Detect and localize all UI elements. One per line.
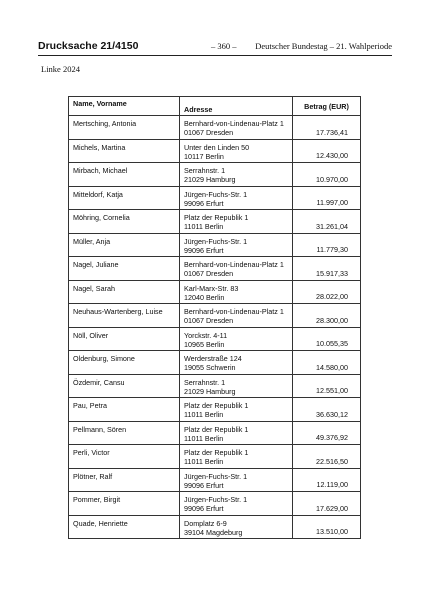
address-street: Unter den Linden 50 [184, 142, 250, 152]
address-street: Werderstraße 124 [184, 354, 242, 363]
table-row [69, 304, 361, 328]
cell-amount: 11.997,00 [293, 186, 361, 210]
cell-name: Mertsching, Antonia [69, 116, 180, 140]
address-street: Platz der Republik 1 [184, 448, 249, 457]
cell-name: Pellmann, Sören [69, 421, 180, 445]
cell-amount: 11.779,30 [293, 233, 361, 257]
cell-address [180, 515, 293, 539]
address-street: Bernhard-von-Lindenau-Platz 1 [184, 307, 284, 316]
table-row [69, 398, 361, 422]
cell-name: Pau, Petra [69, 398, 180, 422]
address-street: Karl-Marx-Str. 83 [184, 283, 239, 293]
table-header-row [69, 97, 361, 116]
address-city: 21029 Hamburg [184, 175, 236, 184]
cell-address [180, 257, 293, 281]
cell-name: Neuhaus-Wartenberg, Luise [69, 304, 180, 328]
cell-address [180, 304, 293, 328]
address-street: Platz der Republik 1 [184, 213, 249, 222]
cell-amount: 15.917,33 [293, 257, 361, 281]
address-street: Serrahnstr. 1 [184, 166, 226, 175]
column-header-name: Name, Vorname [69, 97, 180, 116]
cell-name: Müller, Anja [69, 233, 180, 257]
address-city: 99096 Erfurt [184, 480, 224, 490]
table-row [69, 351, 361, 375]
table-row [69, 139, 361, 163]
cell-name: Möhring, Cornelia [69, 210, 180, 234]
cell-name: Nöll, Oliver [69, 327, 180, 351]
cell-amount: 12.430,00 [293, 139, 361, 163]
cell-address [180, 186, 293, 210]
address-city: 12040 Berlin [184, 292, 225, 302]
cell-address [180, 233, 293, 257]
cell-name: Nagel, Juliane [69, 257, 180, 281]
address-street: Jürgen-Fuchs-Str. 1 [184, 471, 248, 481]
cell-amount: 12.119,00 [293, 468, 361, 492]
column-header-amount: Betrag (EUR) [293, 97, 361, 116]
address-city: 11011 Berlin [184, 410, 224, 419]
header-rule [38, 55, 392, 56]
address-city: 01067 Dresden [184, 269, 234, 278]
address-city: 21029 Hamburg [184, 386, 236, 396]
address-city: 11011 Berlin [184, 222, 224, 231]
address-street: Platz der Republik 1 [184, 401, 249, 410]
table-row [69, 210, 361, 234]
cell-amount: 28.022,00 [293, 280, 361, 304]
cell-address [180, 421, 293, 445]
document-id [38, 40, 138, 52]
cell-name: Mitteldorf, Katja [69, 186, 180, 210]
address-city: 99096 Erfurt [184, 504, 224, 513]
cell-amount: 17.629,00 [293, 492, 361, 516]
address-city: 39104 Magdeburg [184, 527, 243, 537]
cell-name: Pommer, Birgit [69, 492, 180, 516]
page-number: – 360 – [211, 41, 237, 51]
cell-amount: 17.736,41 [293, 116, 361, 140]
address-street: Platz der Republik 1 [184, 424, 249, 434]
address-street: Bernhard-von-Lindenau-Platz 1 [184, 260, 284, 269]
cell-amount: 36.630,12 [293, 398, 361, 422]
table-row [69, 186, 361, 210]
cell-address [180, 398, 293, 422]
cell-amount: 28.300,00 [293, 304, 361, 328]
table-row [69, 445, 361, 469]
address-city: 10117 Berlin [184, 151, 224, 161]
address-street: Jürgen-Fuchs-Str. 1 [184, 189, 248, 199]
cell-name: Nagel, Sarah [69, 280, 180, 304]
cell-amount: 14.580,00 [293, 351, 361, 375]
table-row [69, 421, 361, 445]
cell-address [180, 139, 293, 163]
cell-address [180, 280, 293, 304]
address-city: 99096 Erfurt [184, 198, 224, 208]
table-row [69, 163, 361, 187]
table-row [69, 515, 361, 539]
donations-table [68, 96, 361, 539]
table-row [69, 257, 361, 281]
address-city: 01067 Dresden [184, 316, 234, 325]
address-street: Jürgen-Fuchs-Str. 1 [184, 495, 248, 504]
cell-address [180, 163, 293, 187]
table-row [69, 327, 361, 351]
cell-address [180, 116, 293, 140]
address-city: 11011 Berlin [184, 457, 224, 466]
table-row [69, 116, 361, 140]
cell-name: Oldenburg, Simone [69, 351, 180, 375]
table-row [69, 468, 361, 492]
address-city: 99096 Erfurt [184, 245, 224, 255]
cell-name: Perli, Victor [69, 445, 180, 469]
address-street: Serrahnstr. 1 [184, 377, 226, 387]
document-label: Drucksache 21/ [38, 40, 116, 52]
table-body [69, 116, 361, 539]
column-header-address: Adresse [180, 97, 293, 116]
institution-label: Deutscher Bundestag – 21. Wahlperiode [255, 41, 392, 51]
cell-amount: 13.510,00 [293, 515, 361, 539]
cell-address [180, 327, 293, 351]
cell-amount: 22.516,50 [293, 445, 361, 469]
cell-amount: 10.055,35 [293, 327, 361, 351]
cell-amount: 12.551,00 [293, 374, 361, 398]
document-number: 4150 [115, 40, 139, 52]
address-street: Jürgen-Fuchs-Str. 1 [184, 236, 248, 246]
cell-amount: 31.261,04 [293, 210, 361, 234]
cell-address [180, 468, 293, 492]
cell-amount: 49.376,92 [293, 421, 361, 445]
address-street: Bernhard-von-Lindenau-Platz 1 [184, 119, 284, 128]
cell-address [180, 445, 293, 469]
cell-address [180, 210, 293, 234]
cell-amount: 10.970,00 [293, 163, 361, 187]
cell-name: Michels, Martina [69, 139, 180, 163]
table-row [69, 280, 361, 304]
cell-name: Quade, Henriette [69, 515, 180, 539]
cell-name: Mirbach, Michael [69, 163, 180, 187]
cell-name: Plötner, Ralf [69, 468, 180, 492]
page-header [38, 40, 392, 54]
address-street: Domplatz 6-9 [184, 518, 227, 528]
table-row [69, 233, 361, 257]
table-row [69, 492, 361, 516]
cell-name: Özdemir, Cansu [69, 374, 180, 398]
table-row [69, 374, 361, 398]
cell-address [180, 492, 293, 516]
cell-address [180, 374, 293, 398]
cell-address [180, 351, 293, 375]
address-city: 19055 Schwerin [184, 363, 236, 372]
address-city: 10965 Berlin [184, 339, 225, 349]
address-street: Yorckstr. 4-11 [184, 330, 228, 340]
address-city: 11011 Berlin [184, 433, 224, 443]
section-subtitle: Linke 2024 [41, 64, 80, 74]
address-city: 01067 Dresden [184, 128, 234, 137]
